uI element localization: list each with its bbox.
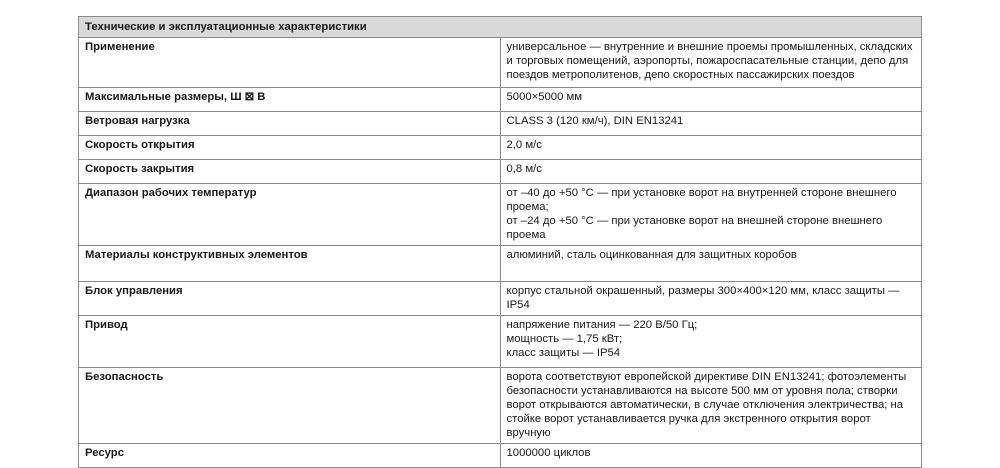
row-value-opening-speed: 2,0 м/с <box>500 136 922 160</box>
temperature-line-outer: от –24 до +50 °С — при установке ворот на внешней стороне внешнего проема <box>506 215 883 241</box>
table-row <box>79 184 922 246</box>
table-header: Технические и эксплуатационные характеристики <box>79 17 922 38</box>
row-value-closing-speed: 0,8 м/с <box>500 160 922 184</box>
row-value-materials: алюминий, сталь оцинкованная для защитных коробов <box>500 246 922 282</box>
row-value-max-size: 5000×5000 мм <box>500 88 922 112</box>
drive-line-power: мощность — 1,75 кВт; <box>506 333 623 345</box>
row-value-application: универсальное — внутренние и внешние проемы промышленных, складских и торговых помещений, аэропорты, пожароспасательные станции, депо для поездов метрополитенов, депо скоростных пассажирских поездов <box>500 38 922 88</box>
row-param-opening-speed: Скорость открытия <box>79 136 501 160</box>
table-row <box>79 136 922 160</box>
table-row <box>79 282 922 316</box>
row-value-control-unit: корпус стальной окрашенный, размеры 300×400×120 мм, класс защиты — IP54 <box>500 282 922 316</box>
table-row <box>79 246 922 282</box>
row-param-drive: Привод <box>79 316 501 368</box>
row-value-drive <box>500 316 922 368</box>
row-param-lifetime: Ресурс <box>79 444 501 468</box>
row-param-application: Применение <box>79 38 501 88</box>
row-param-temperature-range: Диапазон рабочих температур <box>79 184 501 246</box>
table-row <box>79 160 922 184</box>
table-row <box>79 38 922 88</box>
table-row <box>79 88 922 112</box>
drive-line-voltage: напряжение питания — 220 В/50 Гц; <box>506 319 698 331</box>
drive-line-protection: класс защиты — IP54 <box>506 347 621 359</box>
row-param-safety: Безопасность <box>79 368 501 444</box>
row-param-wind-load: Ветровая нагрузка <box>79 112 501 136</box>
temperature-line-inner: от –40 до +50 °С — при установке ворот на внутренней стороне внешнего проема; <box>506 187 897 213</box>
table-row <box>79 112 922 136</box>
table-row <box>79 444 922 468</box>
row-value-lifetime: 1000000 циклов <box>500 444 922 468</box>
table-row <box>79 316 922 368</box>
row-value-wind-load: CLASS 3 (120 км/ч), DIN EN13241 <box>500 112 922 136</box>
row-value-temperature-range <box>500 184 922 246</box>
row-param-control-unit: Блок управления <box>79 282 501 316</box>
specifications-table <box>78 16 922 468</box>
table-row <box>79 368 922 444</box>
row-param-materials: Материалы конструктивных элементов <box>79 246 501 282</box>
row-param-closing-speed: Скорость закрытия <box>79 160 501 184</box>
row-value-safety: ворота соответствуют европейской директиве DIN EN13241; фотоэлементы безопасности устанавливаются на высоте 500 мм от уровня пола; створки ворот открываются автоматически, в случае отключения электричества; на стойке ворот устанавливается ручка для экстренного открытия ворот вручную <box>500 368 922 444</box>
row-param-max-size: Максимальные размеры, Ш ⊠ В <box>79 88 501 112</box>
table-header-row <box>79 17 922 38</box>
